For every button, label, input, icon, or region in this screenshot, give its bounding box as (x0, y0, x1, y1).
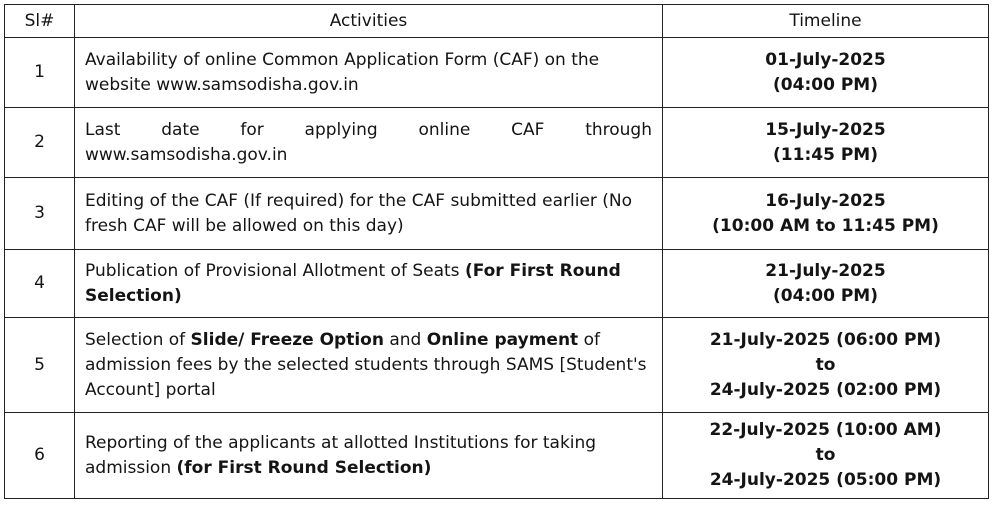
activity-text: Publication of Provisional Allotment of Seats (85, 260, 465, 281)
header-row (5, 5, 989, 38)
table-row (5, 318, 989, 413)
activity-bold-text: Online payment (426, 329, 579, 350)
activity-bold-text: (For First Round Selection) (85, 260, 621, 306)
activity-text: and (383, 329, 427, 350)
timeline-time: (04:00 PM) (773, 285, 878, 306)
row-sl: 2 (5, 108, 75, 178)
row-sl: 3 (5, 178, 75, 250)
timeline-date: 21-July-2025 (765, 260, 886, 281)
row-activity: Editing of the CAF (If required) for the CAF submitted earlier (No fresh CAF will be allowed on this day) (75, 178, 663, 250)
row-sl: 1 (5, 38, 75, 108)
timeline-time: (11:45 PM) (773, 144, 878, 165)
table-row (5, 250, 989, 318)
activity-text: Selection of (85, 329, 191, 350)
activity-bold-text: (for First Round Selection) (176, 457, 432, 478)
row-activity (75, 318, 663, 413)
timeline-end: 24-July-2025 (05:00 PM) (709, 470, 942, 490)
timeline-date: 16-July-2025 (765, 190, 886, 211)
activity-line: www.samsodisha.gov.in (85, 144, 288, 165)
row-timeline (663, 178, 989, 250)
row-activity: Availability of online Common Application Form (CAF) on the website www.samsodisha.gov.in (75, 38, 663, 108)
row-activity (75, 250, 663, 318)
row-timeline (663, 38, 989, 108)
timeline-date: 01-July-2025 (765, 49, 886, 70)
timeline-start: 22-July-2025 (10:00 AM) (709, 420, 942, 440)
row-activity (75, 413, 663, 499)
timeline-to: to (815, 445, 836, 465)
row-timeline (663, 250, 989, 318)
timeline-end: 24-July-2025 (02:00 PM) (709, 379, 942, 400)
timeline-time: (04:00 PM) (773, 74, 878, 95)
timeline-date: 15-July-2025 (765, 119, 886, 140)
row-sl: 4 (5, 250, 75, 318)
activity-bold-text: Slide/ Freeze Option (190, 329, 384, 350)
admission-schedule-table (4, 4, 989, 499)
row-sl: 5 (5, 318, 75, 413)
table-row (5, 413, 989, 499)
row-activity (75, 108, 663, 178)
timeline-time: (10:00 AM to 11:45 PM) (712, 215, 939, 236)
activity-text: Reporting of the applicants at allotted Institutions for taking admission (85, 432, 597, 478)
activity-text: of admission fees by the selected students through SAMS [Student's Account] portal (85, 329, 647, 400)
row-timeline (663, 318, 989, 413)
header-activities: Activities (75, 5, 663, 38)
row-timeline (663, 413, 989, 499)
header-sl: Sl# (5, 5, 75, 38)
table-row (5, 178, 989, 250)
timeline-start: 21-July-2025 (06:00 PM) (709, 329, 942, 350)
header-timeline: Timeline (663, 5, 989, 38)
row-sl: 6 (5, 413, 75, 499)
timeline-to: to (815, 354, 836, 375)
row-timeline (663, 108, 989, 178)
table-row (5, 108, 989, 178)
activity-line: Last date for applying online CAF through (85, 119, 652, 140)
table-row (5, 38, 989, 108)
